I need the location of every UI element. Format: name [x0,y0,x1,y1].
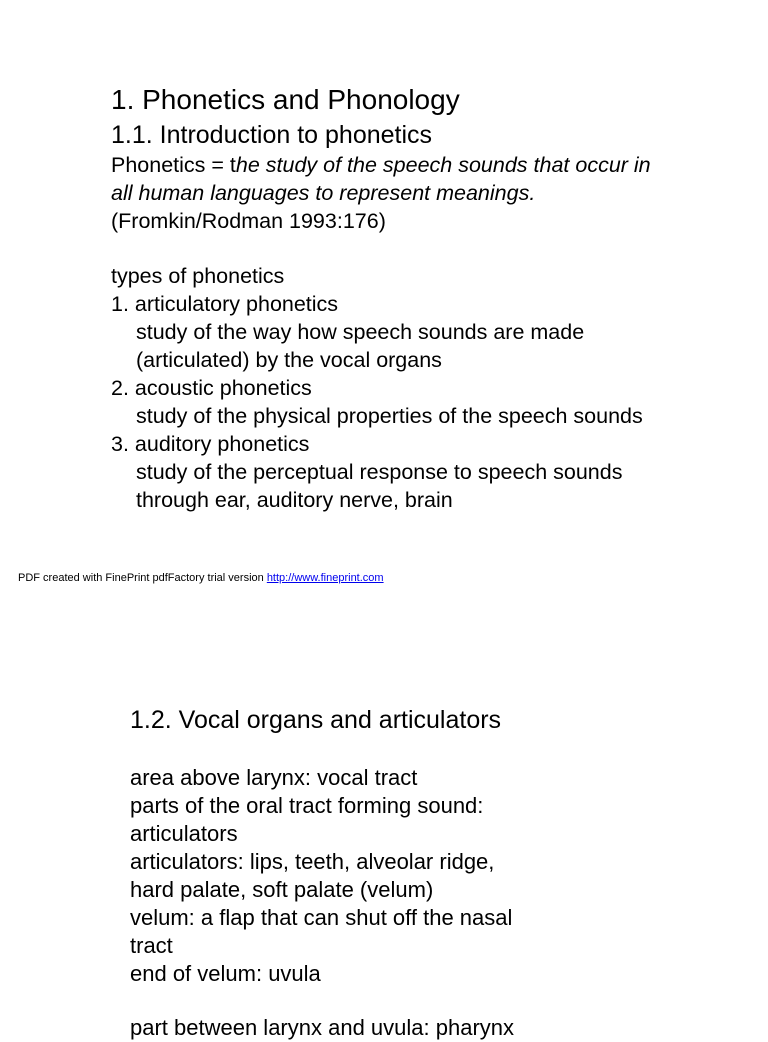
type-desc-1b: (articulated) by the vocal organs [136,348,442,372]
body-line: tract [130,933,173,958]
body-line: end of velum: uvula [130,961,321,986]
body-line: articulators: lips, teeth, alveolar ridge, [130,849,495,874]
definition-line-2 [111,179,535,207]
type-desc-3a: study of the perceptual response to speech sounds [136,460,623,484]
section-heading: 1.1. Introduction to phonetics [111,121,433,149]
definition-italic-2: all human languages to represent meanings. [111,181,536,205]
fineprint-link[interactable]: http://www.fineprint.com [266,572,384,584]
body-line: hard palate, soft palate (velum) [130,877,434,902]
body-line-partial: part between larynx and uvula: pharynx [130,1015,515,1040]
body-line: velum: a flap that can shut off the nasal [130,905,513,930]
definition-prefix: Phonetics = t [111,153,236,177]
definition-italic-1: he study of the speech sounds that occur in [235,153,651,177]
body-line: area above larynx: vocal tract [130,765,418,790]
type-desc-3b: through ear, auditory nerve, brain [136,488,453,512]
body-line: articulators [130,821,238,846]
citation: (Fromkin/Rodman 1993:176) [111,209,386,233]
page-2-title: 1.2. Vocal organs and articulators [130,706,502,734]
pdf-footer [18,571,384,585]
types-heading: types of phonetics [111,264,285,288]
type-label-3: 3. auditory phonetics [111,432,310,456]
type-label-2: 2. acoustic phonetics [111,376,312,400]
page-title: 1. Phonetics and Phonology [111,84,460,115]
type-desc-1a: study of the way how speech sounds are made [136,320,585,344]
type-desc-2a: study of the physical properties of the speech sounds [136,404,643,428]
footer-text: PDF created with FinePrint pdfFactory trial version [18,572,267,584]
type-label-1: 1. articulatory phonetics [111,292,339,316]
definition-line-1 [111,151,651,179]
body-line: parts of the oral tract forming sound: [130,793,484,818]
